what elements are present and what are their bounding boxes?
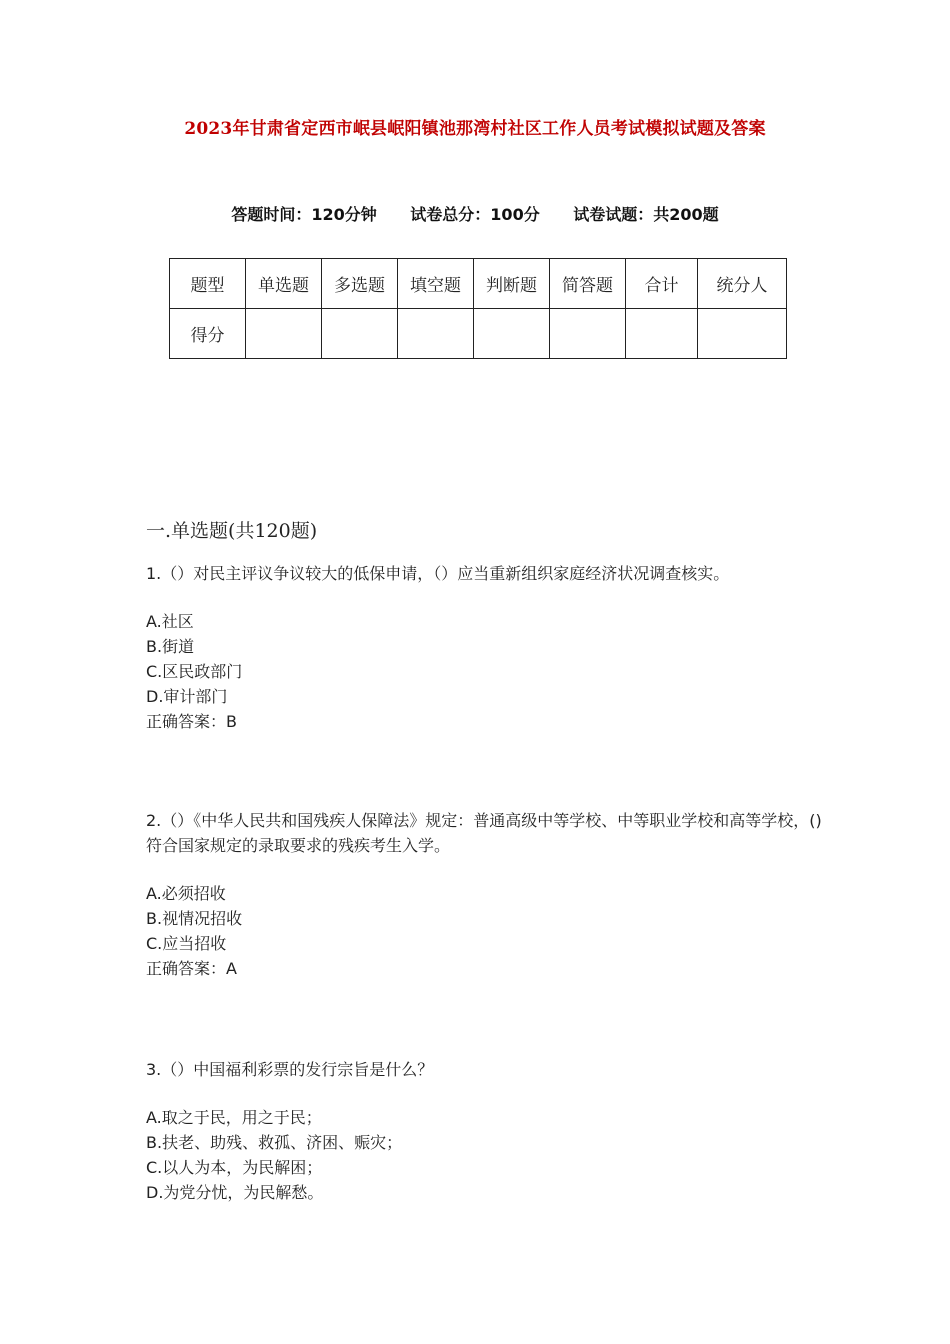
question-stem: 2.（）《中华人民共和国残疾人保障法》规定：普通高级中等学校、中等职业学校和高等学校，()符合国家规定的录取要求的残疾考生入学。: [146, 811, 822, 855]
score-cell: [398, 309, 474, 359]
exam-time: 答题时间：120分钟: [231, 205, 377, 224]
question-item: [146, 1057, 826, 1205]
question-option: D.审计部门: [146, 687, 228, 706]
exam-meta: [0, 202, 950, 225]
question-option: A.必须招收: [146, 884, 226, 903]
score-table-score-row: [170, 309, 787, 359]
score-row-label: 得分: [170, 309, 246, 359]
question-item: [146, 808, 826, 981]
score-cell: [246, 309, 322, 359]
question-item: [146, 561, 826, 734]
score-cell: [626, 309, 698, 359]
score-cell: [322, 309, 398, 359]
question-option: A.取之于民，用之于民；: [146, 1108, 322, 1127]
question-option: D.为党分忧，为民解愁。: [146, 1183, 324, 1202]
score-table: [169, 258, 787, 359]
score-header-cell: 简答题: [550, 259, 626, 309]
score-header-cell: 合计: [626, 259, 698, 309]
question-answer: 正确答案：B: [146, 712, 237, 731]
score-header-cell: 题型: [170, 259, 246, 309]
score-header-cell: 多选题: [322, 259, 398, 309]
question-option: C.区民政部门: [146, 662, 243, 681]
score-cell: [550, 309, 626, 359]
question-stem: 3.（）中国福利彩票的发行宗旨是什么？: [146, 1060, 434, 1079]
question-option: B.扶老、助残、救孤、济困、赈灾；: [146, 1133, 403, 1152]
question-option: A.社区: [146, 612, 194, 631]
question-option: C.应当招收: [146, 934, 227, 953]
score-cell: [474, 309, 550, 359]
question-answer: 正确答案：A: [146, 959, 237, 978]
question-option: B.街道: [146, 637, 195, 656]
section-title: 一.单选题(共120题): [146, 520, 318, 542]
score-header-cell: 填空题: [398, 259, 474, 309]
question-stem: 1.（）对民主评议争议较大的低保申请，（）应当重新组织家庭经济状况调查核实。: [146, 564, 730, 583]
score-header-cell: 统分人: [698, 259, 787, 309]
score-table-header-row: [170, 259, 787, 309]
question-option: C.以人为本，为民解困；: [146, 1158, 323, 1177]
score-header-cell: 判断题: [474, 259, 550, 309]
question-option: B.视情况招收: [146, 909, 243, 928]
exam-total-score: 试卷总分：100分: [410, 205, 540, 224]
score-cell: [698, 309, 787, 359]
score-header-cell: 单选题: [246, 259, 322, 309]
document-title: 2023年甘肃省定西市岷县岷阳镇池那湾村社区工作人员考试模拟试题及答案: [184, 119, 766, 139]
exam-total-questions: 试卷试题：共200题: [573, 205, 719, 224]
